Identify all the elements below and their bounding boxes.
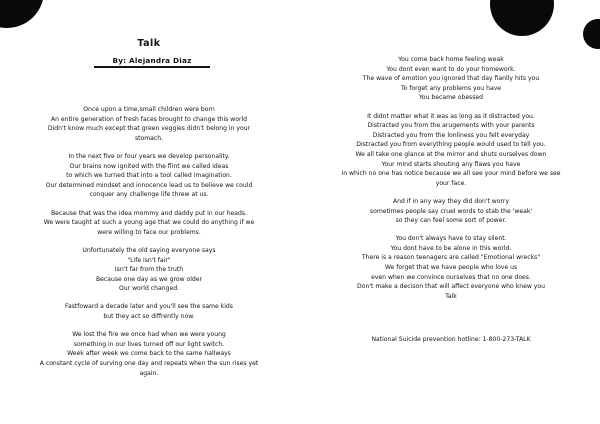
poem-line: You dont even want to do your homework. (386, 65, 516, 73)
poem-line: but they act so diffrently now. (103, 313, 195, 321)
poem-line: You became obessed (418, 94, 484, 102)
poem-line: even when we convince ourselves that no one does. (371, 273, 531, 281)
hotline-note: National Suicide prevention hotline: 1-800-273-TALK (371, 336, 531, 343)
poem-line: stomach. (134, 134, 164, 142)
poem-line: We were taught at such a young age that we could do anything if we (43, 219, 255, 227)
poem-line: We lost the fire we once had when we were young (72, 331, 226, 339)
left-poem-body (0, 105, 298, 387)
stanza (302, 55, 600, 103)
poem-line: your face. (435, 179, 467, 187)
poem-line: In the next five or four years we develop personality. (68, 152, 230, 160)
right-poem-body (302, 55, 600, 310)
poem-line: Talk (445, 292, 457, 300)
poem-line: again. (139, 369, 159, 377)
poem-line: Distracted you from the arugements with your parents (367, 122, 535, 130)
poem-line: Your mind starts shouting any flaws you have (381, 160, 521, 168)
poem-line: We all take one glance at the mirror and shuts ourselves down (355, 150, 547, 158)
poem-line: "Life isn't fair" (127, 256, 171, 264)
poem-line: Didn't know much except that green veggies didn't belong in your (47, 125, 251, 133)
stanza (0, 152, 298, 200)
poem-line: Because one day as we grow older (95, 275, 203, 283)
poem-line: Don't make a decison that will affect everyone who knew you (357, 283, 545, 291)
poem-line: You dont have to be alone in this world. (390, 244, 512, 252)
decorative-black-circle (583, 19, 600, 49)
poem-line: There is a reason teenagers are called "Emotional wrecks" (361, 254, 541, 262)
poem-line: Distracted you from the lonliness you felt everyday (372, 131, 530, 139)
stanza (302, 112, 600, 189)
poem-line: Our world changed. (118, 285, 180, 293)
poem-title: Talk (137, 38, 161, 49)
poem-line: A constant cycle of surving one day and repeats when the sun rises yet (39, 360, 259, 368)
poem-line: The wave of emotion you ignored that day fianlly hits you (362, 75, 540, 83)
stanza (0, 302, 298, 321)
poem-line: in which no one has notice because we all see your mind before we see (341, 170, 561, 178)
poem-line: Once upon a time,small children were born (83, 106, 215, 113)
poem-line: Week after week we come back to the same hallways (67, 350, 231, 358)
poem-line: Isn't far from the truth (114, 266, 184, 274)
stanza (0, 209, 298, 238)
poem-line: We forget that we have people who love us (384, 264, 518, 272)
decorative-black-circle (0, 0, 44, 28)
poem-line: Our determined mindset and innocence lead us to believe we could (45, 181, 253, 189)
poem-line: You don't always have to stay silent. (395, 235, 507, 243)
poem-line: To forget any problems you have (400, 84, 502, 92)
poem-line: Fastfoward a decade later and you'll see the same kids (65, 303, 233, 311)
stanza (0, 246, 298, 294)
stanza (0, 330, 298, 378)
poem-line: Distracted you from everything people would used to tell you. (356, 141, 546, 149)
author-byline: By: Alejandra Diaz (94, 56, 210, 68)
poem-line: It didnt matter what it was as long as it distracted you. (367, 112, 535, 120)
poem-line: Because that was the idea mommy and daddy put in our heads. (50, 209, 248, 217)
poem-line: Our brains now ignited with the flint we called ideas (69, 162, 229, 170)
stanza (302, 234, 600, 301)
poem-line: conquer any challenge life threw at us. (89, 191, 209, 199)
poem-line: And if in any way they did don't worry (392, 197, 510, 205)
stanza (302, 197, 600, 226)
poem-line: You come back home feeling weak (398, 56, 504, 63)
poem-line: were willing to face our problems. (97, 228, 201, 236)
poem-line: to which we turned that into a tool called imagination. (66, 172, 232, 180)
decorative-black-circle (490, 0, 554, 36)
poem-line: so they can feel some sort of power. (395, 217, 507, 225)
poem-line: sometimes people say cruel words to stab the 'weak' (369, 207, 533, 215)
poem-line: Unfortunately the old saying everyone says (82, 246, 216, 254)
stanza (0, 105, 298, 143)
poem-line: something in our lives turned off our light switch. (73, 340, 225, 348)
poem-line: An entire generation of fresh faces brought to change this world (50, 115, 248, 123)
